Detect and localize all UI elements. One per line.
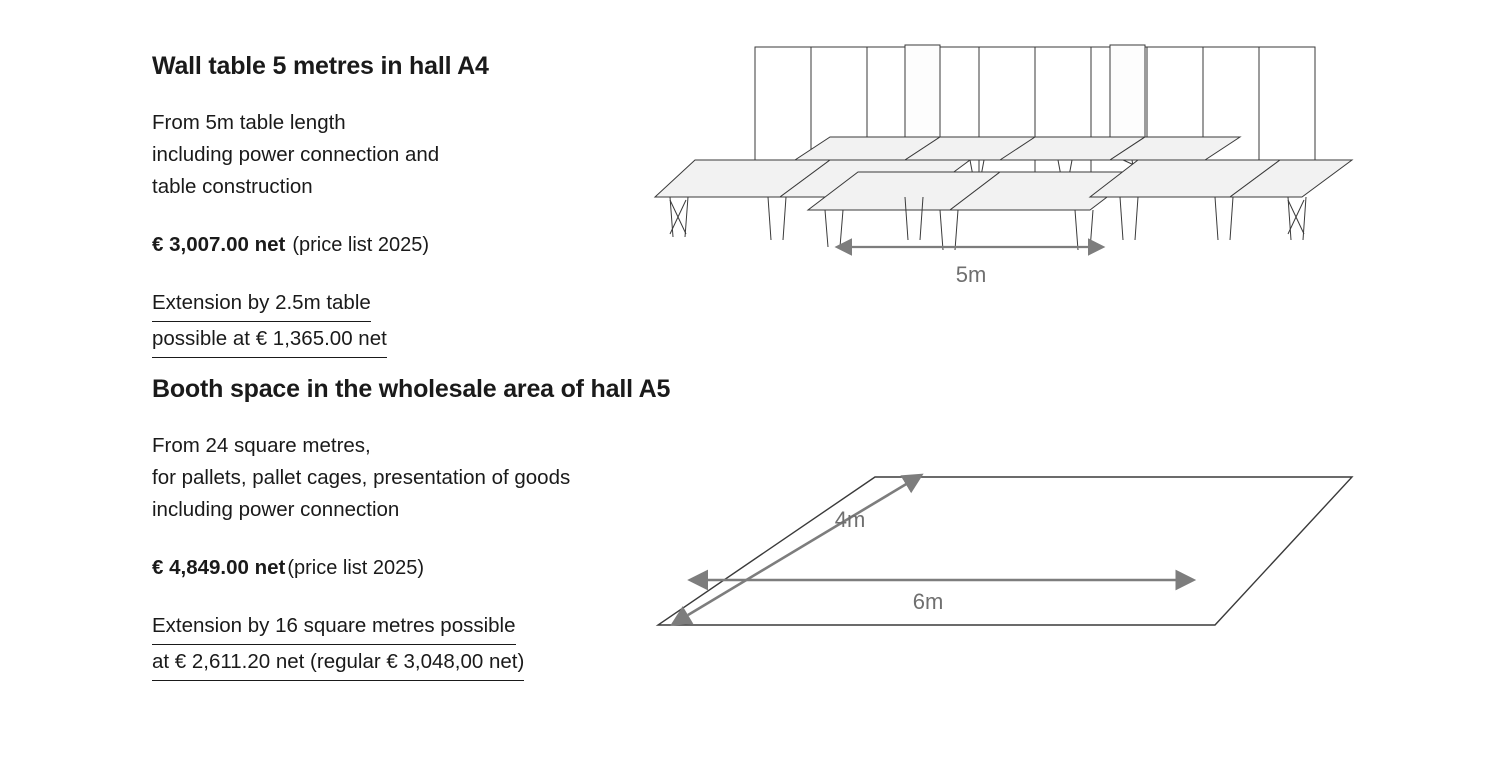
wall-table-description-line-1: From 5m table length bbox=[152, 111, 346, 134]
booth-space-illustration bbox=[640, 425, 1380, 685]
booth-space-description bbox=[152, 430, 672, 526]
booth-space-price-note: (price list 2025) bbox=[287, 557, 425, 579]
booth-space-extension-line-2: at € 2,611.20 net (regular € 3,048,00 net) bbox=[152, 645, 524, 681]
booth-space-extension-line-1: Extension by 16 square metres possible bbox=[152, 609, 516, 645]
wall-table-extension bbox=[152, 286, 672, 358]
booth-space-diagram bbox=[640, 425, 1380, 685]
booth-area-outline bbox=[658, 477, 1352, 625]
booth-space-description-line-1: From 24 square metres, bbox=[152, 434, 371, 457]
booth-space-price: € 4,849.00 net bbox=[152, 556, 286, 579]
booth-space-text-column bbox=[152, 375, 672, 681]
wall-table-description bbox=[152, 107, 672, 203]
booth-space-description-line-2: for pallets, pallet cages, presentation of goods bbox=[152, 466, 571, 489]
page-title-booth-space: Booth space in the wholesale area of hall A5 bbox=[152, 375, 671, 403]
dimension-label-6m: 6m bbox=[912, 589, 944, 614]
wall-table-extension-line-2: possible at € 1,365.00 net bbox=[152, 322, 387, 358]
booth-space-extension bbox=[152, 609, 672, 681]
wall-table-description-line-3: table construction bbox=[152, 175, 313, 198]
wall-table-text-column bbox=[152, 52, 672, 358]
page-title-wall-table: Wall table 5 metres in hall A4 bbox=[152, 52, 489, 80]
wall-table-price-line bbox=[152, 231, 672, 259]
booth-space-description-line-3: including power connection bbox=[152, 498, 400, 521]
dimension-label-5m: 5m bbox=[955, 262, 987, 287]
wall-table-description-line-2: including power connection and bbox=[152, 143, 440, 166]
wall-table-diagram bbox=[640, 42, 1380, 342]
booth-space-price-line bbox=[152, 554, 672, 582]
dimension-label-4m: 4m bbox=[834, 507, 866, 532]
wall-table-price: € 3,007.00 net bbox=[152, 233, 286, 256]
wall-table-price-note: (price list 2025) bbox=[292, 234, 430, 256]
wall-table-extension-line-1: Extension by 2.5m table bbox=[152, 286, 371, 322]
wall-table-illustration bbox=[640, 42, 1380, 342]
